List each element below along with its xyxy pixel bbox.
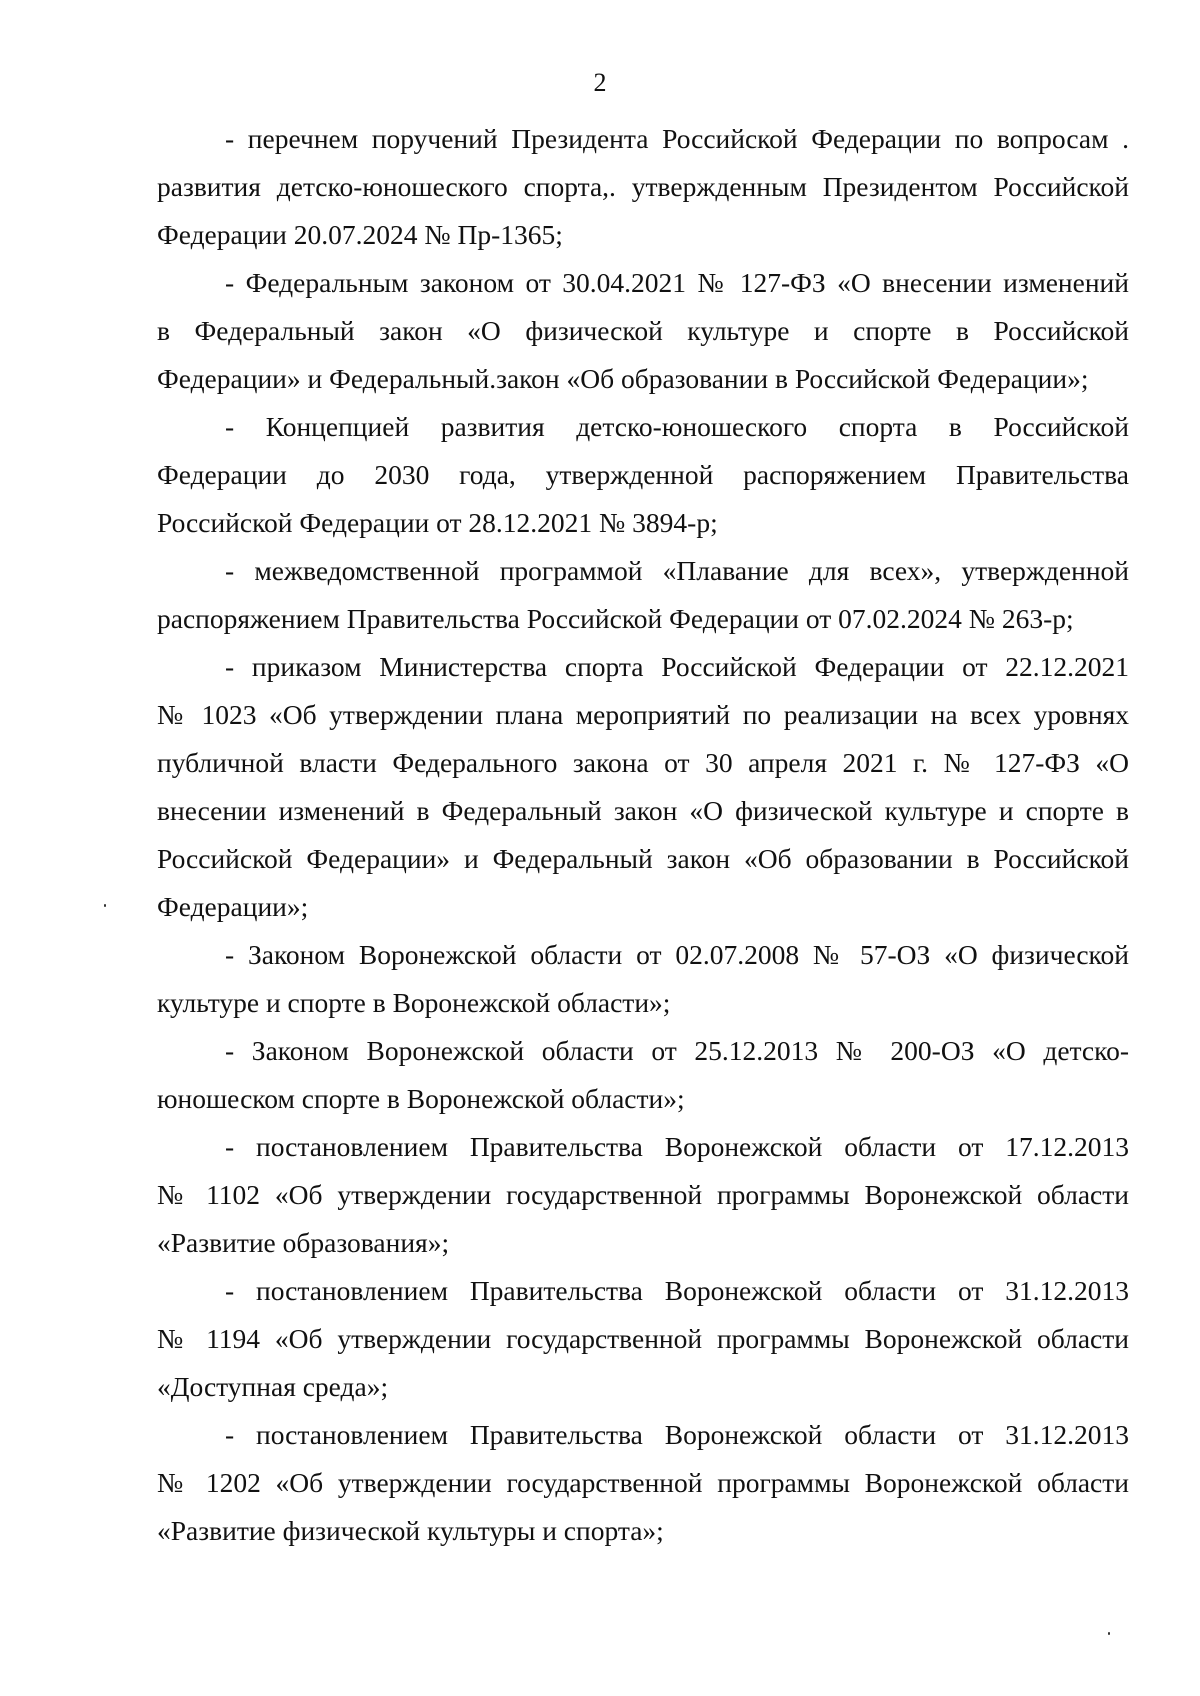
list-item (157, 259, 1129, 403)
scan-speck (1108, 1632, 1110, 1635)
list-item (157, 643, 1129, 931)
text-line: - приказом Министерства спорта Российской Федерации от 22.12.2021 (225, 651, 1129, 682)
list-item (157, 1267, 1129, 1411)
text-line: Федерации 20.07.2024 № Пр-1365; (157, 219, 563, 250)
text-line: Российской Федерации» и Федеральный закон «Об образовании в Российской (157, 843, 1129, 874)
text-line: развития детско-юношеского спорта,. утвержденным Президентом Российской (157, 171, 1129, 202)
text-line: «Доступная среда»; (157, 1371, 389, 1402)
text-line: юношеском спорте в Воронежской области»; (157, 1083, 685, 1114)
list-item (157, 115, 1129, 259)
text-line: культуре и спорте в Воронежской области»; (157, 987, 671, 1018)
list-item (157, 1027, 1129, 1123)
text-line: № 1023 «Об утверждении плана мероприятий по реализации на всех уровнях (157, 699, 1129, 730)
text-line: № 1202 «Об утверждении государственной программы Воронежской области (157, 1467, 1129, 1498)
text-line: Федерации»; (157, 891, 309, 922)
text-line: «Развитие образования»; (157, 1227, 450, 1258)
text-line: № 1102 «Об утверждении государственной программы Воронежской области (157, 1179, 1129, 1210)
text-line: - межведомственной программой «Плавание для всех», утвержденной (225, 555, 1129, 586)
list-item (157, 547, 1129, 643)
document-body (157, 115, 1129, 1555)
page-number: 2 (593, 68, 607, 97)
list-item (157, 403, 1129, 547)
text-line: внесении изменений в Федеральный закон «О физической культуре и спорте в (157, 795, 1129, 826)
list-item (157, 1123, 1129, 1267)
list-item (157, 1411, 1129, 1555)
text-line: - постановлением Правительства Воронежской области от 31.12.2013 (225, 1419, 1129, 1450)
text-line: - Законом Воронежской области от 02.07.2008 № 57-ОЗ «О физической (225, 939, 1129, 970)
text-line: Российской Федерации от 28.12.2021 № 3894-р; (157, 507, 718, 538)
text-line: - перечнем поручений Президента Российской Федерации по вопросам . (225, 123, 1129, 154)
text-line: Федерации до 2030 года, утвержденной распоряжением Правительства (157, 459, 1129, 490)
list-item (157, 931, 1129, 1027)
text-line: «Развитие физической культуры и спорта»; (157, 1515, 664, 1546)
text-line: - постановлением Правительства Воронежской области от 31.12.2013 (225, 1275, 1129, 1306)
text-line: распоряжением Правительства Российской Федерации от 07.02.2024 № 263-р; (157, 603, 1074, 634)
text-line: - Федеральным законом от 30.04.2021 № 127-ФЗ «О внесении изменений (225, 267, 1129, 298)
text-line: - Законом Воронежской области от 25.12.2013 № 200-ОЗ «О детско- (225, 1035, 1129, 1066)
text-line: в Федеральный закон «О физической культуре и спорте в Российской (157, 315, 1129, 346)
text-line: - постановлением Правительства Воронежской области от 17.12.2013 (225, 1131, 1129, 1162)
text-line: - Концепцией развития детско-юношеского спорта в Российской (225, 411, 1129, 442)
text-line: № 1194 «Об утверждении государственной программы Воронежской области (157, 1323, 1129, 1354)
text-line: Федерации» и Федеральный.закон «Об образовании в Российской Федерации»; (157, 363, 1089, 394)
scan-speck (104, 904, 106, 907)
text-line: публичной власти Федерального закона от 30 апреля 2021 г. № 127-ФЗ «О (157, 747, 1129, 778)
